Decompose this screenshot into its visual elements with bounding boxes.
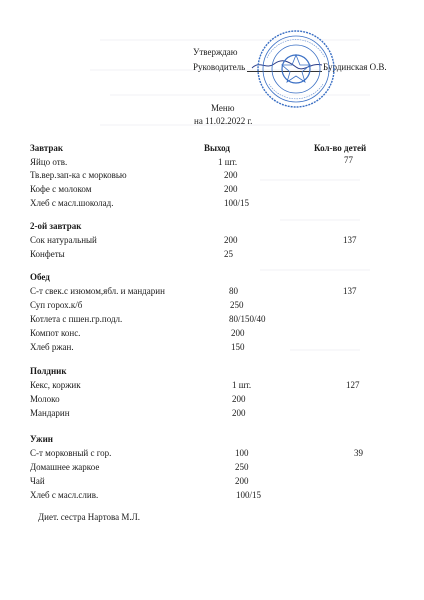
- menu-output: 150: [231, 342, 245, 352]
- approval-head-name: Бурдинская О.В.: [323, 62, 387, 72]
- section-lunch: Обед: [30, 272, 50, 282]
- menu-dish: Яйцо отв.: [30, 157, 68, 167]
- menu-output: 200: [232, 394, 246, 404]
- menu-output: 1 шт.: [218, 157, 238, 167]
- menu-dish: С-т морковный с гор.: [30, 448, 112, 458]
- menu-dish: Сок натуральный: [30, 235, 97, 245]
- header-kids: Кол-во детей: [314, 143, 367, 153]
- menu-dish: Суп горох.к/б: [30, 300, 83, 310]
- section-second-breakfast: 2-ой завтрак: [30, 221, 82, 231]
- approval-approve: Утверждаю: [193, 47, 238, 57]
- menu-dish: Мандарин: [30, 408, 70, 418]
- menu-output: 80: [229, 286, 238, 296]
- menu-output: 200: [235, 476, 249, 486]
- breakfast-kids: 77: [344, 155, 353, 165]
- section-dinner: Ужин: [30, 434, 53, 444]
- menu-output: 200: [231, 328, 245, 338]
- menu-dish: Котлета с пшен.гр.подл.: [30, 314, 123, 324]
- header-meal: Завтрак: [30, 143, 64, 153]
- menu-dish: Молоко: [30, 394, 60, 404]
- lunch-kids: 137: [343, 286, 357, 296]
- menu-output: 200: [224, 184, 238, 194]
- menu-output: 1 шт.: [232, 380, 252, 390]
- menu-dish: Хлеб ржан.: [30, 342, 74, 352]
- menu-dish: Домашнее жаркое: [30, 462, 100, 472]
- menu-output: 80/150/40: [229, 314, 266, 324]
- menu-output: 200: [224, 235, 238, 245]
- section-snack: Полдник: [30, 366, 67, 376]
- menu-dish: Хлеб с масл.шоколад.: [30, 198, 114, 208]
- menu-title: Меню: [211, 103, 235, 113]
- footer-signature-line: Диет. сестра Нартова М.Л.: [38, 512, 140, 522]
- menu-date: на 11.02.2022 г.: [194, 116, 253, 126]
- menu-dish: Конфеты: [30, 249, 65, 259]
- menu-dish: С-т свек.с изюмом,ябл. и мандарин: [30, 286, 165, 296]
- menu-dish: Чай: [30, 476, 45, 486]
- menu-dish: Тв.вер.зап-ка с морковью: [30, 170, 127, 180]
- header-output: Выход: [204, 143, 230, 153]
- menu-output: 100/15: [236, 490, 262, 500]
- menu-output: 200: [224, 170, 238, 180]
- menu-dish: Кофе с молоком: [30, 184, 92, 194]
- menu-dish: Хлеб с масл.слив.: [30, 490, 99, 500]
- menu-dish: Компот конс.: [30, 328, 81, 338]
- menu-output: 25: [224, 249, 233, 259]
- menu-output: 250: [235, 462, 249, 472]
- official-stamp: [255, 28, 337, 110]
- second-breakfast-kids: 137: [343, 235, 357, 245]
- menu-output: 250: [230, 300, 244, 310]
- menu-output: 100/15: [224, 198, 250, 208]
- menu-dish: Кекс, коржик: [30, 380, 81, 390]
- dinner-kids: 39: [354, 448, 363, 458]
- snack-kids: 127: [346, 380, 360, 390]
- menu-output: 200: [232, 408, 246, 418]
- menu-output: 100: [235, 448, 249, 458]
- approval-head-label: Руководитель: [193, 62, 246, 72]
